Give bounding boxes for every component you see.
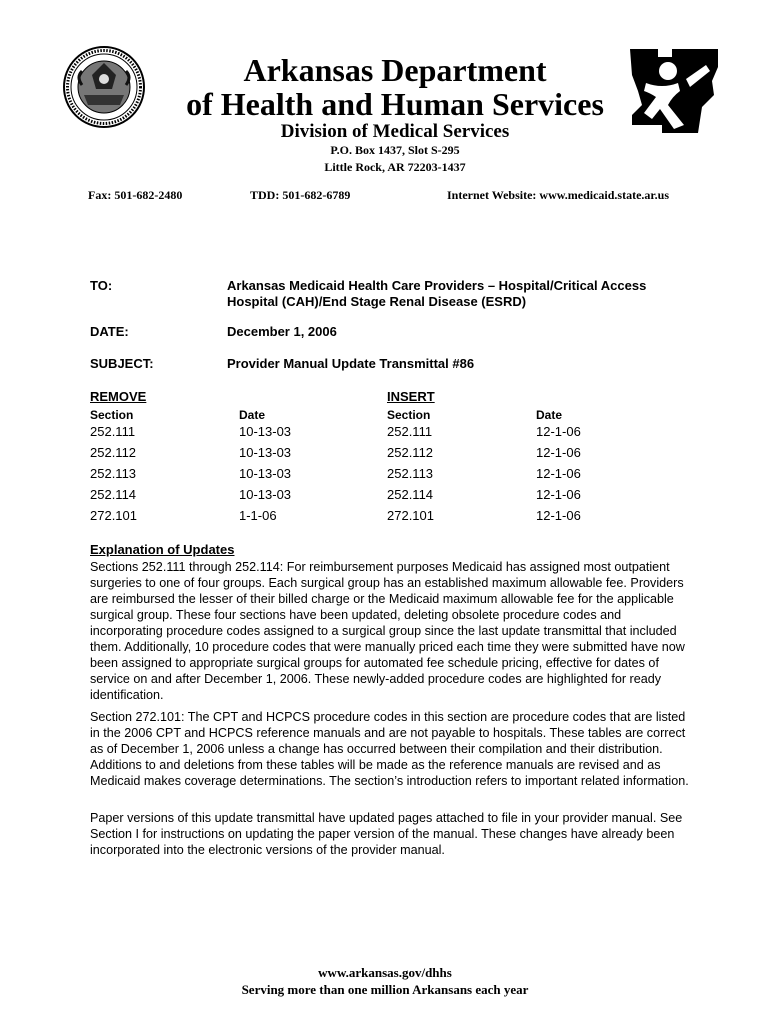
explanation-title: Explanation of Updates [90,542,235,557]
table-cell: 1-1-06 [239,508,277,523]
to-value: Arkansas Medicaid Health Care Providers – Hospital/Critical Access Hospital (CAH)/End Stage Renal Disease (ESRD) [227,278,647,309]
table-cell: 252.112 [387,445,434,460]
footer-url[interactable]: www.arkansas.gov/dhhs [318,965,452,980]
table-cell: 10-13-03 [239,466,292,481]
subject-label: SUBJECT: [90,356,154,371]
date-value: December 1, 2006 [227,324,337,339]
table-cell: 252.113 [90,466,137,481]
explanation-paragraph: Section 272.101: The CPT and HCPCS procedure codes in this section are procedure codes that are listed in the 2006 CPT and HCPCS reference manuals and are not payable to hospitals. These tables are correct as of December 1, 2006 unless a change has occurred between their compilation and their distribution. Additions to and deletions from these tables will be made as the reference manuals are revised and as Medicaid makes coverage determinations. The section’s introduction refers to important related information. [90,710,689,788]
table-cell: 252.114 [90,487,137,502]
table-cell: 12-1-06 [536,466,581,481]
subject-value: Provider Manual Update Transmittal #86 [227,356,475,371]
fax-number: Fax: 501-682-2480 [88,188,183,202]
explanation-paragraph: Sections 252.111 through 252.114: For reimbursement purposes Medicaid has assigned most outpatient surgeries to one of four groups. Each surgical group has an established maximum allowable fee. Providers are reimbursed the lesser of their billed charge or the Medicaid maximum allowable fee for the applicable surgical group. These four sections have been updated, deleting obsolete procedure codes and incorporating procedure codes assigned to a surgical group since the last update transmittal that included them. Additionally, 10 procedure codes that were manually priced each time they were submitted have now been assigned to appropriate surgical groups for automated fee schedule pricing, effective for dates of service on and after December 1, 2006. These newly-added procedure codes are highlighted for ready identification. [90,560,685,702]
insert-date-header: Date [536,408,563,422]
table-cell: 272.101 [387,508,434,523]
remove-date-header: Date [239,408,266,422]
table-cell: 252.111 [387,424,433,439]
table-cell: 252.111 [90,424,136,439]
insert-section-header: Section [387,408,431,422]
tdd-number: TDD: 501-682-6789 [250,188,351,202]
table-cell: 10-13-03 [239,424,292,439]
to-label: TO: [90,278,113,293]
table-cell: 12-1-06 [536,508,581,523]
address-line1: P.O. Box 1437, Slot S-295 [330,143,460,157]
remove-heading: REMOVE [90,389,147,404]
table-cell: 252.113 [387,466,434,481]
table-cell: 10-13-03 [239,445,292,460]
table-cell: 252.114 [387,487,434,502]
state-seal-icon [62,45,146,129]
table-cell: 12-1-06 [536,487,581,502]
department-title-line1: Arkansas Department [243,52,547,88]
insert-heading: INSERT [387,389,435,404]
address-line2: Little Rock, AR 72203-1437 [324,160,466,174]
explanation-paragraph: Paper versions of this update transmittal have updated pages attached to file in your provider manual. See Section I for instructions on updating the paper version of the manual. These changes have already been incorporated into the electronic versions of the provider manual. [90,811,683,857]
footer-tagline: Serving more than one million Arkansans each year [241,982,529,997]
dhhs-logo-icon [628,45,720,137]
remove-section-header: Section [90,408,134,422]
table-cell: 12-1-06 [536,445,581,460]
division-name: Division of Medical Services [280,121,510,142]
table-cell: 10-13-03 [239,487,292,502]
table-cell: 272.101 [90,508,137,523]
website: Internet Website: www.medicaid.state.ar.us [447,188,669,202]
table-cell: 12-1-06 [536,424,581,439]
table-cell: 252.112 [90,445,137,460]
date-label: DATE: [90,324,129,339]
department-title-line2: of Health and Human Services [186,86,604,122]
